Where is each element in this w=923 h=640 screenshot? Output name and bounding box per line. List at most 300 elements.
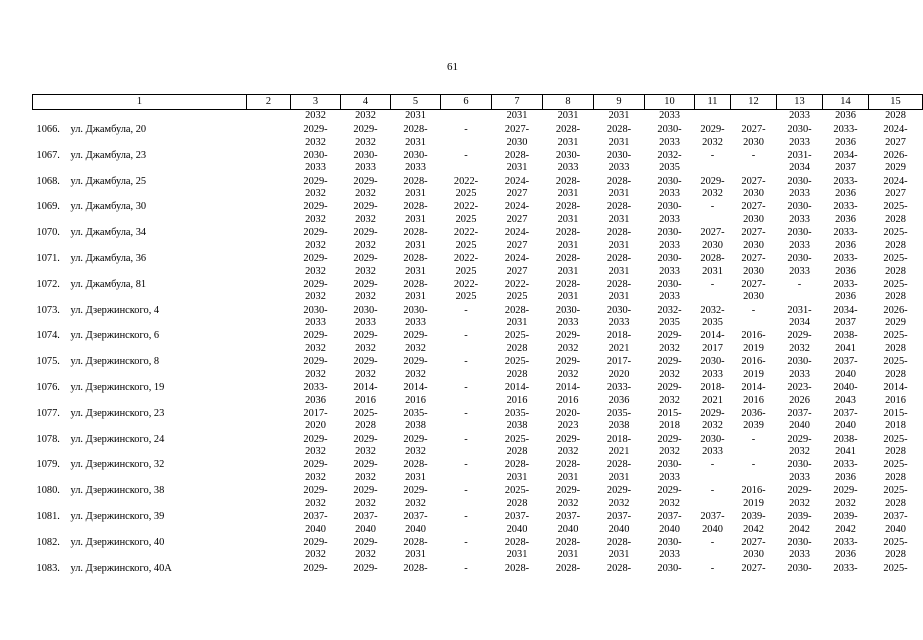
- period-end: 2027: [885, 136, 906, 148]
- period-end: 2019: [743, 368, 764, 380]
- period-start: 2029-: [787, 485, 812, 497]
- cell-value: [341, 382, 391, 408]
- cell-value: [731, 485, 777, 511]
- period-start: 2018-: [700, 381, 725, 393]
- period-start: 2027-: [700, 227, 725, 239]
- cell-value: [341, 408, 391, 434]
- cell-value: [391, 434, 441, 460]
- period-end: 2032: [659, 446, 680, 458]
- cell-value: 2031: [608, 110, 630, 121]
- cell-value: [441, 459, 492, 485]
- cell-value: [645, 459, 695, 485]
- cell-value: [291, 305, 341, 331]
- period-end: 2030: [743, 239, 764, 251]
- period-start: 2030-: [303, 149, 328, 161]
- period-start: 2016-: [741, 485, 766, 497]
- table-row: [33, 124, 923, 150]
- period-start: 2037-: [504, 510, 530, 522]
- period-end: 2040: [885, 523, 906, 535]
- period-start: 2028-: [403, 227, 428, 239]
- row-number: 1083.: [36, 562, 60, 574]
- period-end: 2040: [506, 523, 528, 535]
- period-start: 2025-: [504, 330, 530, 342]
- period-end: 2033: [305, 162, 326, 174]
- column-header-10: 10: [645, 95, 695, 110]
- period-start: 2032-: [657, 304, 682, 316]
- cell-value: [594, 408, 645, 434]
- cell-value: [695, 563, 731, 577]
- period-end: 2036: [305, 394, 326, 406]
- period-start: 2020-: [555, 407, 581, 419]
- cell-value: [731, 330, 777, 356]
- period-end: 2028: [885, 497, 906, 509]
- period-start: -: [464, 356, 468, 368]
- period-start: -: [710, 149, 715, 161]
- period-start: 2015-: [883, 407, 908, 419]
- row-number: 1076.: [36, 381, 60, 393]
- address-cell: [33, 150, 291, 176]
- period-start: 2029-: [353, 124, 378, 135]
- period-end: [695, 291, 731, 304]
- period-start: 2025-: [504, 356, 530, 368]
- period-end: 2033: [659, 265, 680, 277]
- period-end: 2035: [702, 317, 723, 329]
- period-start: 2029-: [700, 124, 725, 135]
- period-end: [441, 498, 492, 511]
- period-end: 2032: [355, 471, 376, 483]
- cell-value: [543, 382, 594, 408]
- address-cell: [33, 537, 291, 563]
- period-end: 2032: [405, 342, 426, 354]
- period-start: 2027-: [741, 562, 766, 574]
- cell-value: [823, 279, 869, 305]
- column-header-15: 15: [869, 95, 923, 110]
- cell-value: [645, 408, 695, 434]
- cell-value: [645, 279, 695, 305]
- cell-value: [645, 201, 695, 227]
- period-end: 2027: [885, 188, 906, 200]
- period-start: 2033-: [833, 201, 858, 213]
- period-end: 2030: [743, 188, 764, 200]
- period-start: 2037-: [403, 510, 428, 522]
- cell-value: [291, 227, 341, 253]
- period-end: 2031: [608, 265, 630, 277]
- cell-value: [777, 330, 823, 356]
- cell-value: [291, 279, 341, 305]
- cell-value: [731, 227, 777, 253]
- period-start: -: [464, 381, 468, 393]
- period-end: 2031: [506, 549, 528, 561]
- period-start: -: [464, 330, 468, 342]
- period-end: 2032: [355, 239, 376, 251]
- period-end: 2032: [305, 342, 326, 354]
- cell-value: [391, 305, 441, 331]
- period-end: 2025: [455, 291, 477, 303]
- period-start: 2037-: [700, 510, 725, 522]
- period-end: 2041: [835, 342, 856, 354]
- period-end: 2033: [405, 317, 426, 329]
- period-start: 2024-: [504, 201, 530, 213]
- cell-value: [777, 485, 823, 511]
- period-start: 2028-: [606, 175, 632, 187]
- period-end: 2021: [702, 394, 723, 406]
- row-number: 1080.: [36, 485, 60, 497]
- period-end: 2028: [885, 342, 906, 354]
- row-number: 1078.: [36, 433, 60, 445]
- period-start: 2032-: [657, 149, 682, 161]
- cell-value: [594, 305, 645, 331]
- period-start: 2040-: [833, 381, 858, 393]
- address-cell: [33, 459, 291, 485]
- period-start: 2028-: [555, 536, 581, 548]
- period-end: 2033: [557, 317, 579, 329]
- period-start: 2028-: [504, 304, 530, 316]
- cell-value: [731, 279, 777, 305]
- period-end: 2033: [659, 471, 680, 483]
- period-end: 2033: [789, 368, 810, 380]
- period-end: 2033: [557, 162, 579, 174]
- period-end: 2032: [355, 368, 376, 380]
- cell-value: [777, 253, 823, 279]
- period-end: 2032: [789, 446, 810, 458]
- period-start: 2037-: [303, 510, 328, 522]
- period-end: [441, 369, 492, 382]
- cell-value: [341, 150, 391, 176]
- period-start: 2030-: [787, 536, 812, 548]
- period-end: 2030: [743, 549, 764, 561]
- period-start: 2029-: [403, 356, 428, 368]
- period-end: 2016: [557, 394, 579, 406]
- period-end: 2025: [455, 239, 477, 251]
- period-start: 2029-: [303, 459, 328, 471]
- street-address: ул. Джамбула, 36: [70, 252, 147, 264]
- period-start: 2029-: [353, 278, 378, 290]
- period-end: 2034: [789, 317, 810, 329]
- period-end: 2031: [608, 291, 630, 303]
- period-start: 2028-: [606, 201, 632, 213]
- period-end: 2031: [557, 188, 579, 200]
- period-start: 2035-: [403, 407, 428, 419]
- cell-value: [645, 305, 695, 331]
- cell-value: [594, 356, 645, 382]
- cell-value: [492, 459, 543, 485]
- period-start: 2014-: [555, 381, 581, 393]
- cell-value: [291, 330, 341, 356]
- period-end: 2040: [305, 523, 326, 535]
- period-start: 2029-: [787, 433, 812, 445]
- cell-value: [823, 408, 869, 434]
- table-row: [33, 459, 923, 485]
- period-start: 2025-: [504, 433, 530, 445]
- cell-value: [777, 434, 823, 460]
- cell-value: [291, 253, 341, 279]
- cell-value: [441, 356, 492, 382]
- period-end: 2028: [885, 291, 906, 303]
- cell-value: [543, 124, 594, 150]
- period-start: -: [797, 278, 802, 290]
- street-address: ул. Джамбула, 34: [70, 227, 147, 239]
- cell-value: 2032: [355, 110, 376, 121]
- period-end: 2033: [659, 291, 680, 303]
- cell-value: [777, 227, 823, 253]
- period-end: 2027: [506, 239, 528, 251]
- period-end: 2030: [702, 239, 723, 251]
- cell-value: [594, 124, 645, 150]
- period-start: 2030-: [657, 227, 682, 239]
- period-end: 2036: [835, 471, 856, 483]
- period-start: 2028-: [403, 536, 428, 548]
- address-cell: [33, 408, 291, 434]
- cell-value: [695, 110, 731, 125]
- column-header-12: 12: [731, 95, 777, 110]
- table-row: [33, 227, 923, 253]
- period-end: 2025: [506, 291, 528, 303]
- cell-value: [391, 485, 441, 511]
- period-end: 2031: [557, 213, 579, 225]
- period-end: 2029: [885, 162, 906, 174]
- cell-value: [543, 227, 594, 253]
- period-start: 2025-: [883, 201, 908, 213]
- cell-value: [777, 408, 823, 434]
- cell-value: [695, 253, 731, 279]
- period-end: 2036: [835, 291, 856, 303]
- period-start: 2033-: [833, 278, 858, 290]
- period-start: 2029-: [657, 485, 682, 497]
- period-end: 2028: [885, 549, 906, 561]
- period-end: 2027: [506, 213, 528, 225]
- cell-value: [391, 253, 441, 279]
- period-end: 2032: [305, 446, 326, 458]
- period-start: 2038-: [833, 330, 858, 342]
- page-number: 61: [447, 61, 458, 73]
- cell-value: [594, 176, 645, 202]
- period-end: 2042: [789, 523, 810, 535]
- cell-value: [823, 537, 869, 563]
- cell-value: [543, 356, 594, 382]
- street-address: ул. Дзержинского, 24: [70, 433, 165, 445]
- cell-value: [823, 124, 869, 150]
- cell-value: [291, 382, 341, 408]
- cell-value: [291, 356, 341, 382]
- cell-value: [492, 253, 543, 279]
- period-end: 2033: [789, 549, 810, 561]
- cell-value: [823, 201, 869, 227]
- period-start: 2037-: [883, 510, 908, 522]
- street-address: ул. Дзержинского, 39: [70, 510, 165, 522]
- period-end: 2040: [608, 523, 630, 535]
- period-start: 2030-: [787, 562, 812, 574]
- period-end: 2030: [506, 136, 528, 148]
- cell-value: [823, 459, 869, 485]
- period-start: 2030-: [303, 304, 328, 316]
- row-number: 1082.: [36, 536, 60, 548]
- cell-value: [594, 150, 645, 176]
- period-end: 2033: [789, 265, 810, 277]
- period-end: 2032: [305, 213, 326, 225]
- period-start: 2029-: [353, 175, 378, 187]
- period-end: 2028: [885, 471, 906, 483]
- cell-value: [594, 511, 645, 537]
- period-end: 2032: [305, 368, 326, 380]
- cell-value: [645, 434, 695, 460]
- period-end: 2016: [355, 394, 376, 406]
- street-address: ул. Джамбула, 20: [70, 124, 147, 135]
- period-start: 2018-: [606, 433, 632, 445]
- table-row: [33, 434, 923, 460]
- period-end: 2040: [835, 368, 856, 380]
- period-start: 2024-: [504, 252, 530, 264]
- cell-value: [731, 434, 777, 460]
- cell-value: [441, 563, 492, 577]
- period-end: 2034: [789, 162, 810, 174]
- period-start: 2028-: [403, 459, 428, 471]
- period-end: 2030: [743, 136, 764, 148]
- period-start: 2029-: [403, 485, 428, 497]
- period-end: 2032: [305, 136, 326, 148]
- period-start: 2030-: [555, 304, 581, 316]
- period-start: 2030-: [353, 149, 378, 161]
- period-end: 2036: [835, 213, 856, 225]
- cell-value: [777, 279, 823, 305]
- period-start: -: [710, 536, 715, 548]
- cell-value: [869, 356, 923, 382]
- cell-value: [869, 434, 923, 460]
- cell-value: [391, 330, 441, 356]
- period-start: 2033-: [833, 175, 858, 187]
- period-end: 2036: [608, 394, 630, 406]
- period-start: 2017-: [606, 356, 632, 368]
- period-start: 2032-: [700, 304, 725, 316]
- period-end: 2031: [405, 549, 426, 561]
- period-start: 2016-: [741, 356, 766, 368]
- address-cell: [33, 201, 291, 227]
- row-number: 1068.: [36, 175, 60, 187]
- cell-value: [594, 279, 645, 305]
- period-start: 2037-: [833, 356, 858, 368]
- cell-value: [441, 511, 492, 537]
- cell-value: [695, 511, 731, 537]
- period-start: 2027-: [741, 124, 766, 135]
- period-start: 2017-: [303, 407, 328, 419]
- table-row: [33, 356, 923, 382]
- cell-value: [543, 150, 594, 176]
- cell-value: [594, 434, 645, 460]
- period-end: 2016: [405, 394, 426, 406]
- period-end: [441, 395, 492, 408]
- period-end: 2032: [405, 368, 426, 380]
- period-end: 2031: [608, 471, 630, 483]
- period-start: 2030-: [657, 175, 682, 187]
- cell-value: [291, 511, 341, 537]
- period-end: 2033: [789, 239, 810, 251]
- street-address: ул. Дзержинского, 4: [70, 304, 160, 316]
- period-end: 2033: [789, 188, 810, 200]
- cell-value: [341, 201, 391, 227]
- period-end: 2032: [659, 342, 680, 354]
- cell-value: [492, 279, 543, 305]
- period-end: [441, 343, 492, 356]
- period-start: 2030-: [555, 149, 581, 161]
- cell-value: [341, 176, 391, 202]
- period-start: 2029-: [555, 485, 581, 497]
- cell-value: [543, 485, 594, 511]
- cell-value: [341, 124, 391, 150]
- period-end: 2031: [608, 239, 630, 251]
- cell-value: [492, 201, 543, 227]
- period-start: 2030-: [657, 278, 682, 290]
- cell-value: [594, 253, 645, 279]
- period-end: [695, 162, 731, 175]
- period-start: 2028-: [606, 227, 632, 239]
- period-start: 2028-: [403, 201, 428, 213]
- period-start: -: [464, 433, 468, 445]
- period-start: 2028-: [504, 562, 530, 574]
- period-end: 2016: [506, 394, 528, 406]
- period-start: 2014-: [353, 381, 378, 393]
- period-start: 2029-: [303, 278, 328, 290]
- period-end: 2032: [305, 291, 326, 303]
- cell-value: [695, 305, 731, 331]
- cell-value: [441, 150, 492, 176]
- period-end: 2020: [305, 420, 326, 432]
- period-start: 2030-: [787, 175, 812, 187]
- cell-value: [695, 124, 731, 150]
- column-header-1: 1: [33, 95, 247, 110]
- cell-value: [823, 330, 869, 356]
- period-start: 2028-: [504, 459, 530, 471]
- period-start: 2037-: [353, 510, 378, 522]
- period-end: 2032: [355, 291, 376, 303]
- period-start: 2033-: [833, 536, 858, 548]
- cell-value: [869, 150, 923, 176]
- period-start: 2030-: [787, 201, 812, 213]
- period-end: 2025: [455, 213, 477, 225]
- period-end: 2033: [789, 213, 810, 225]
- period-start: -: [710, 485, 715, 497]
- address-cell: [33, 511, 291, 537]
- period-start: 2027-: [741, 201, 766, 213]
- period-start: 2029-: [303, 562, 328, 574]
- cell-value: [594, 330, 645, 356]
- period-end: 2032: [355, 342, 376, 354]
- column-header-11: 11: [695, 95, 731, 110]
- period-end: 2033: [789, 471, 810, 483]
- period-end: [695, 549, 731, 562]
- continuation-row: [33, 110, 923, 125]
- period-end: 2033: [702, 368, 723, 380]
- period-start: 2037-: [833, 407, 858, 419]
- period-start: 2025-: [883, 330, 908, 342]
- period-end: 2032: [557, 497, 579, 509]
- address-cell: [33, 382, 291, 408]
- period-end: 2033: [355, 162, 376, 174]
- period-start: 2039-: [833, 510, 858, 522]
- period-start: -: [464, 149, 468, 161]
- period-start: 2029-: [833, 485, 858, 497]
- cell-value: [645, 563, 695, 577]
- period-start: -: [464, 485, 468, 497]
- column-header-13: 13: [777, 95, 823, 110]
- period-end: 2031: [557, 239, 579, 251]
- cell-value: [869, 537, 923, 563]
- cell-value: [441, 279, 492, 305]
- street-address: ул. Дзержинского, 40А: [70, 562, 172, 574]
- period-start: 2026-: [883, 149, 908, 161]
- period-end: 2036: [835, 188, 856, 200]
- cell-value: [731, 201, 777, 227]
- column-header-5: 5: [391, 95, 441, 110]
- period-start: 2024-: [883, 175, 908, 187]
